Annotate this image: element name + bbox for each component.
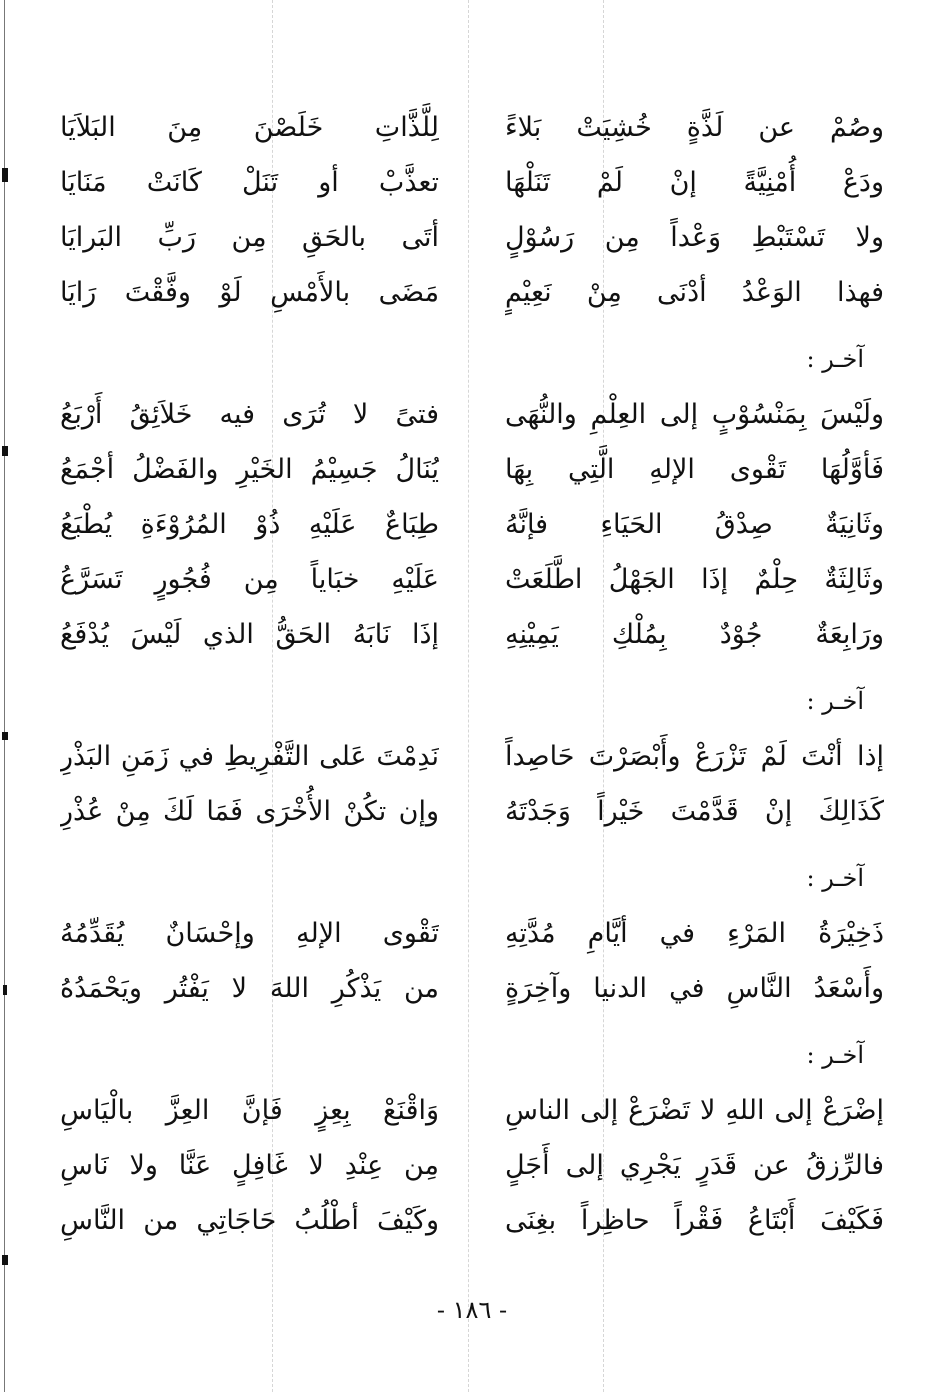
second-hemistich: مَضَى بالأَمْسِ لَوْ وفَّقْتَ رَايَا bbox=[60, 277, 440, 308]
first-hemistich: فالرِّزقُ عن قَدَرٍ يَجْرِي إلى أَجَلٍ bbox=[504, 1150, 884, 1181]
section-heading: آخـر : bbox=[806, 1041, 864, 1069]
verse-line bbox=[60, 1083, 884, 1138]
first-hemistich: وأَسْعَدُ النَّاسِ في الدنيا وآخِرَةٍ bbox=[504, 973, 884, 1004]
scan-mark bbox=[2, 446, 8, 456]
second-hemistich: يُنَالُ جَسِيْمُ الخَيْرِ والفَضْلُ أجْمَعُ bbox=[60, 454, 440, 485]
first-hemistich: ورَابِعَةٌ جُوْدٌ بِمُلْكِ يَمِيْنِهِ bbox=[504, 619, 884, 650]
page-number: - ١٨٦ - bbox=[436, 1296, 508, 1324]
verse-line bbox=[60, 100, 884, 155]
verse-line bbox=[60, 265, 884, 320]
second-hemistich: من يَذْكُرِ اللهَ لا يَفْتُر ويَحْمَدُهُ bbox=[60, 973, 440, 1004]
scan-mark bbox=[2, 732, 8, 740]
first-hemistich: ولا تَسْتَبْطِ وَعْداً مِن رَسُوْلٍ bbox=[504, 222, 884, 253]
section-heading: آخـر : bbox=[806, 864, 864, 892]
verse-line bbox=[60, 607, 884, 662]
verse-line bbox=[60, 552, 884, 607]
second-hemistich: لِلَّذَّاتِ خَلَصْنَ مِنَ البَلاَيَا bbox=[60, 112, 440, 143]
second-hemistich: أتَى بالحَقِ مِن رَبِّ البَرايَا bbox=[60, 222, 440, 253]
verse-line bbox=[60, 906, 884, 961]
verse-line bbox=[60, 210, 884, 265]
scan-mark bbox=[2, 168, 8, 182]
second-hemistich: فتىً لا تُرَى فيه خَلاَئِقُ أَرْبَعُ bbox=[60, 399, 440, 430]
verse-line bbox=[60, 442, 884, 497]
first-hemistich: فَكَيْفَ أَبْتَاعُ فَقْراً حاظِراً بغِنَى bbox=[504, 1205, 884, 1236]
second-hemistich: مِن عِنْدِ لا غَافِلٍ عَنَّا ولا نَاسِ bbox=[60, 1150, 440, 1181]
poem-section bbox=[60, 851, 884, 1016]
scan-mark bbox=[2, 1255, 8, 1265]
verse-line bbox=[60, 1193, 884, 1248]
second-hemistich: وكَيْفَ أطْلُبُ حَاجَاتِي من النَّاسِ bbox=[60, 1205, 440, 1236]
first-hemistich: فَأوَّلُهَا تَقْوى الإلهِ الَّتِي بِهَا bbox=[504, 454, 884, 485]
first-hemistich: إذا أنْتَ لَمْ تَزْرَعْ وأَبْصَرْتَ حَاصِداً bbox=[504, 741, 884, 772]
verse-line bbox=[60, 1138, 884, 1193]
poem-section bbox=[60, 100, 884, 320]
second-hemistich: إذَا نَابَهُ الحَقُّ الذي لَيْسَ يُدْفَعُ bbox=[60, 619, 440, 650]
first-hemistich: وثَانِيَةٌ صِدْقُ الحَيَاءِ فإنَّهُ bbox=[504, 509, 884, 540]
first-hemistich: فهذا الوَعْدُ أدْنَى مِنْ نَعِيْمٍ bbox=[504, 277, 884, 308]
verse-line bbox=[60, 784, 884, 839]
first-hemistich: إضْرَعْ إلى اللهِ لا تَضْرَعْ إلى الناسِ bbox=[504, 1095, 884, 1126]
first-hemistich: ودَعْ أُمْنِيَّةً إنْ لَمْ تَنَلْهَا bbox=[504, 167, 884, 198]
verse-line bbox=[60, 729, 884, 784]
verse-line bbox=[60, 155, 884, 210]
scan-mark bbox=[3, 985, 7, 995]
section-heading: آخـر : bbox=[806, 345, 864, 373]
first-hemistich: وصُمْ عن لَذَّةٍ خُشِيَتْ بَلاءً bbox=[504, 112, 884, 143]
second-hemistich: طِبَاعٌ عَلَيْهِ ذُوْ المُرُوْءَةِ يُطْبَعُ bbox=[60, 509, 440, 540]
first-hemistich: ولَيْسَ بِمَنْسُوْبٍ إلى العِلْمِ والنُّهَى bbox=[504, 399, 884, 430]
verse-line bbox=[60, 961, 884, 1016]
second-hemistich: وإن تكُنْ الأُخْرَى فَمَا لَكَ مِنْ عُذْرِ bbox=[60, 796, 440, 827]
poem-page bbox=[60, 100, 884, 1322]
scan-edge-line bbox=[4, 0, 5, 1392]
first-hemistich: ذَخِيْرَةُ المَرْءِ في أيَّامِ مُدَّتِهِ bbox=[504, 918, 884, 949]
poem-section bbox=[60, 674, 884, 839]
second-hemistich: عَلَيْهِ خبَاياً مِن فُجُورٍ تَسَرَّعُ bbox=[60, 564, 440, 595]
second-hemistich: تعذَّبْ أو تَنَلْ كَانَتْ مَنَايَا bbox=[60, 167, 440, 198]
verse-line bbox=[60, 497, 884, 552]
second-hemistich: تَقْوى الإلهِ وإحْسَانٌ يُقَدِّمُهُ bbox=[60, 918, 440, 949]
second-hemistich: نَدِمْتَ عَلى التَّفْرِيطِ في زَمَنِ البَذْرِ bbox=[60, 741, 440, 772]
poem-section bbox=[60, 1028, 884, 1248]
poem-section bbox=[60, 332, 884, 662]
verse-line bbox=[60, 387, 884, 442]
first-hemistich: وثَالِثَةٌ حِلْمٌ إذَا الجَهْلُ اطَّلَعَتْ bbox=[504, 564, 884, 595]
first-hemistich: كَذَالِكَ إنْ قَدَّمْتَ خَيْراً وَجَدْتَهُ bbox=[504, 796, 884, 827]
section-heading: آخـر : bbox=[806, 687, 864, 715]
second-hemistich: وَاقْنَعْ بِعِزٍ فَإنَّ العِزَّ بالْيَاسِ bbox=[60, 1095, 440, 1126]
